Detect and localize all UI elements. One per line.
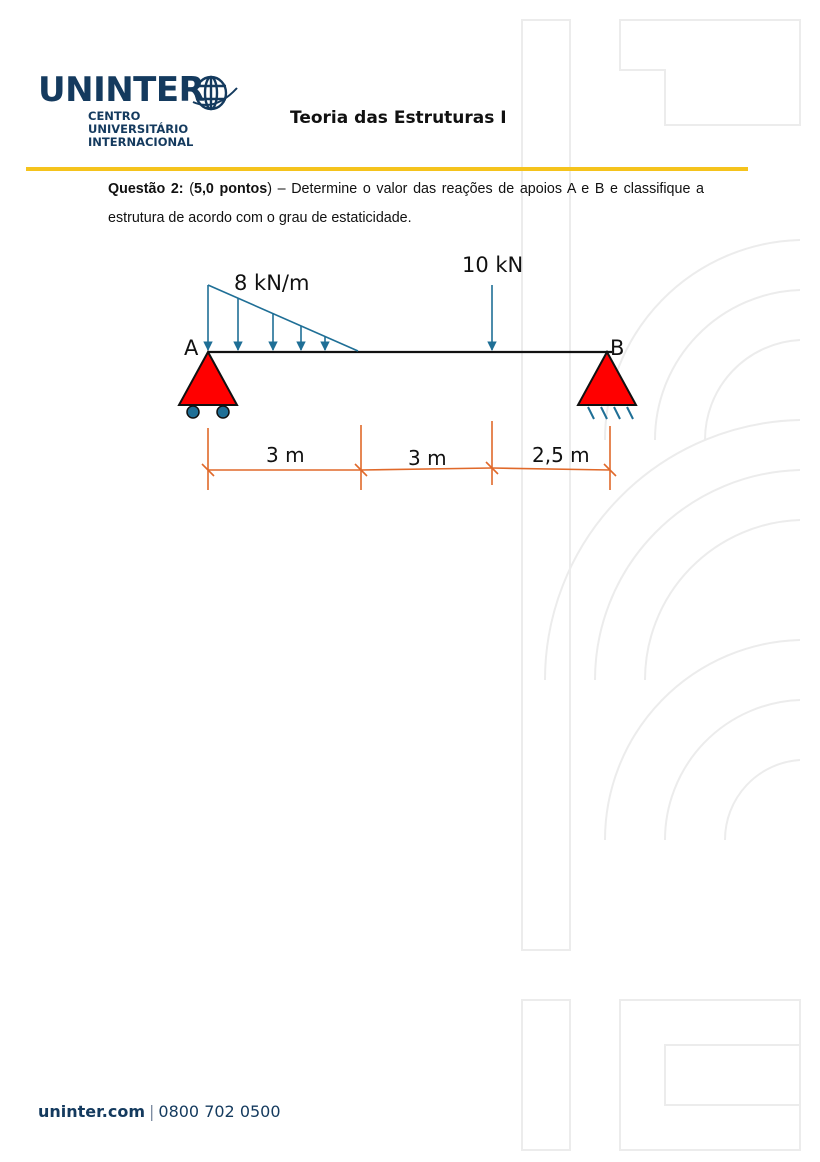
- dimension-label-2: 3 m: [408, 446, 447, 470]
- page-header: [0, 0, 820, 175]
- support-b-label: B: [610, 336, 625, 360]
- brand-subtitle: CENTRO UNIVERSITÁRIO INTERNACIONAL: [88, 109, 194, 149]
- distributed-load-label: 8 kN/m: [234, 271, 310, 295]
- question-label: Questão 2:: [108, 181, 184, 197]
- support-a-roller: [179, 352, 237, 418]
- uninter-logo: [38, 70, 248, 152]
- header-divider: [26, 167, 748, 171]
- point-load-label: 10 kN: [462, 253, 524, 277]
- question-points: 5,0 pontos: [194, 181, 268, 197]
- beam-diagram: [160, 245, 640, 500]
- page-footer: [38, 1102, 281, 1121]
- support-b-pinned: [578, 352, 636, 419]
- dimension-label-1: 3 m: [266, 443, 305, 467]
- dimension-label-3: 2,5 m: [532, 443, 590, 467]
- footer-separator: |: [149, 1102, 155, 1121]
- footer-phone: 0800 702 0500: [158, 1102, 281, 1121]
- globe-icon: [187, 72, 239, 114]
- document-title: Teoria das Estruturas I: [290, 108, 507, 128]
- question-text: Questão 2: (5,0 pontos) – Determine o valor das reações de apoios A e B e classifique a estrutura de acordo com o grau de estaticidade.: [108, 181, 705, 226]
- question-body: – Determine o valor das reações de apoios A e B e classifique a estrutura de acordo com o grau de estaticidade.: [108, 181, 705, 226]
- brand-name: UNINTER: [38, 70, 205, 110]
- footer-website: uninter.com: [38, 1102, 145, 1121]
- support-a-label: A: [184, 336, 199, 360]
